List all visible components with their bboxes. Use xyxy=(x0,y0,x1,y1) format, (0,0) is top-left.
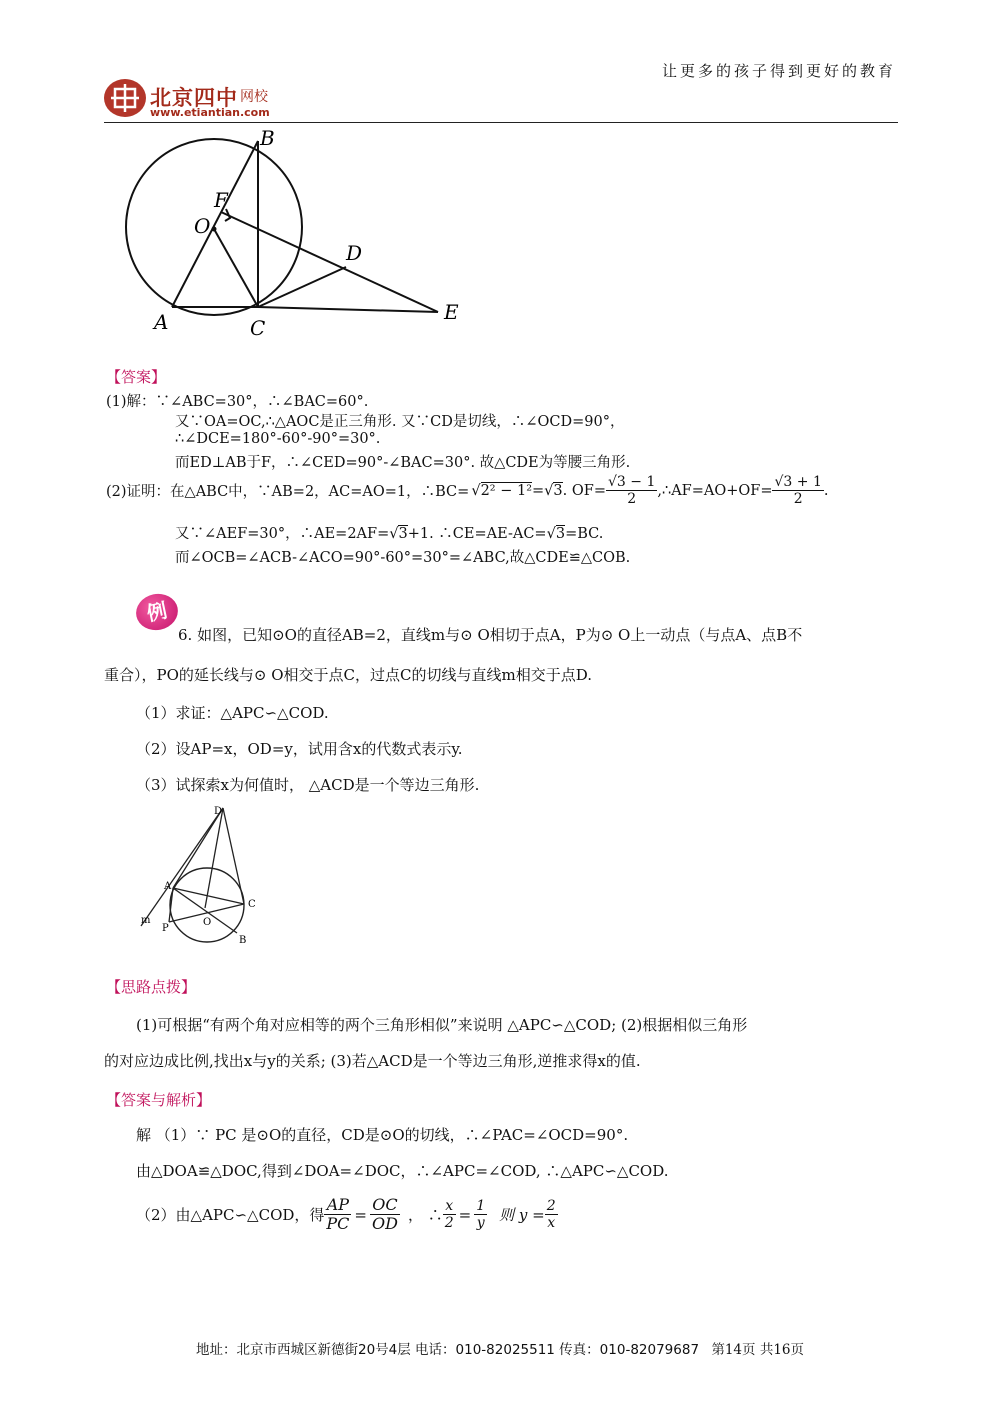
question-2: （2）设AP=x，OD=y，试用含x的代数式表示y. xyxy=(136,740,463,758)
label-C: C xyxy=(250,316,266,340)
answer-line-3: ∴∠DCE=180°-60°-90°=30°. xyxy=(175,431,381,447)
hint-line-2: 的对应边成比例,找出x与y的关系; (3)若△ACD是一个等边三角形,逆推求得x的值. xyxy=(104,1052,641,1070)
example-line-1: 6. 如图，已知⊙O的直径AB=2，直线m与⊙ O相切于点A，P为⊙ O上一动点（与点A、点B不 xyxy=(178,626,803,644)
fraction-OC-OD: $\frac{OC}{OD}$ xyxy=(371,1195,398,1234)
answer-line-1: (1)解：∵∠ABC=30°，∴∠BAC=60°. xyxy=(106,394,369,410)
sqrt-expression: √ 2² − 1² xyxy=(471,482,533,500)
label2-P: P xyxy=(162,923,169,934)
label-A: A xyxy=(154,310,169,334)
label2-O: O xyxy=(203,917,212,928)
header-rule xyxy=(104,122,898,123)
slogan: 让更多的孩子得到更好的教育 xyxy=(661,62,896,80)
label2-m: m xyxy=(141,915,151,926)
fraction-1-y: $\frac{1}{y}$ xyxy=(476,1198,486,1232)
footer xyxy=(0,1338,1000,1358)
question-3: （3）试探索x为何值时， △ACD是一个等边三角形. xyxy=(136,776,480,794)
fraction-AP-PC: $\frac{AP}{PC}$ xyxy=(326,1195,350,1234)
segment-CE xyxy=(258,307,438,312)
analysis-tag: 【答案与解析】 xyxy=(106,1091,212,1109)
label-O: O xyxy=(194,214,211,238)
geometry-figure-2 xyxy=(135,800,275,950)
segment-CD xyxy=(258,267,346,307)
line-m xyxy=(141,808,223,926)
answer-line-6: 又∵∠AEF=30°，∴AE=2AF=√3+1. ∴CE=AE-AC=√3=BC. xyxy=(175,526,604,542)
answer-line-7: 而∠OCB=∠ACB-∠ACO=90°-60°=30°=∠ABC,故△CDE≌△COB. xyxy=(175,550,631,566)
example-badge: 例 xyxy=(133,590,182,634)
fraction-OF: $\frac{√3 - 1}{2}$ xyxy=(607,474,656,508)
label-F: F xyxy=(214,188,228,212)
question-1: （1）求证：△APC∽△COD. xyxy=(136,704,329,722)
label2-A: A xyxy=(164,881,172,892)
segment-DC xyxy=(223,808,244,904)
geometry-figure-1 xyxy=(118,125,478,345)
logo-name: 北京四中 xyxy=(150,85,238,110)
example-line-2: 重合），PO的延长线与⊙ O相交于点C，过点C的切线与直线m相交于点D. xyxy=(104,666,592,684)
logo-net: 网校 xyxy=(240,89,268,105)
label-E: E xyxy=(444,300,459,324)
label2-B: B xyxy=(239,935,247,946)
logo-icon xyxy=(103,78,147,118)
fraction-2-x: $\frac{2}{x}$ xyxy=(546,1198,556,1232)
fraction-x-2: $\frac{x}{2}$ xyxy=(444,1198,454,1232)
answer-line-5-text: (2)证明：在△ABC中，∵AB=2，AC=AO=1，∴BC= xyxy=(106,484,470,501)
label2-D: D xyxy=(214,806,223,817)
footer-address: 地址：北京市西城区新德街20号4层 电话：010-82025511 传真：010-82079687 xyxy=(195,1342,700,1358)
answer-tag: 【答案】 xyxy=(106,368,167,386)
segment-FE xyxy=(221,212,438,312)
solution-line-3: （2）由△APC∽△COD，得 $\frac{AP}{PC}$ = $\frac{OC}{OD}$ ， ∴ $\frac{x}{2}$ = $\frac{1}{y}$ 则 y = $\frac{2}{x}$ xyxy=(136,1195,556,1234)
fraction-AF: $\frac{√3 + 1}{2}$ xyxy=(774,474,822,508)
answer-line-2: 又∵OA=OC,∴△AOC是正三角形. 又∵CD是切线，∴∠OCD=90°， xyxy=(175,414,625,430)
solution-line-1: 解 （1）∵ PC 是⊙O的直径，CD是⊙O的切线，∴∠PAC=∠OCD=90°. xyxy=(136,1126,629,1144)
label-D: D xyxy=(346,241,363,265)
footer-page: 第14页 共16页 xyxy=(711,1342,804,1358)
solution-line-2: 由△DOA≌△DOC,得到∠DOA=∠DOC，∴∠APC=∠COD, ∴△APC∽△COD. xyxy=(136,1162,669,1180)
label2-C: C xyxy=(248,899,256,910)
hint-tag: 【思路点拨】 xyxy=(106,978,197,996)
logo-url: www.etiantian.com xyxy=(150,106,270,119)
hint-line-1: (1)可根据“有两个角对应相等的两个三角形相似”来说明 △APC∽△COD; (2)根据相似三角形 xyxy=(136,1016,748,1034)
answer-line-4: 而ED⊥AB于F，∴∠CED=90°-∠BAC=30°. 故△CDE为等腰三角形. xyxy=(175,455,631,471)
answer-line-5: (2)证明：在△ABC中，∵AB=2，AC=AO=1，∴BC= √ 2² − 1² = √ 3 . OF= $\frac{√3 - 1}{2}$ ,∴AF=AO+OF= $\frac{√3 + 1}{2}$ . xyxy=(106,474,829,508)
segment-OC xyxy=(214,229,258,307)
label-B: B xyxy=(260,126,275,150)
